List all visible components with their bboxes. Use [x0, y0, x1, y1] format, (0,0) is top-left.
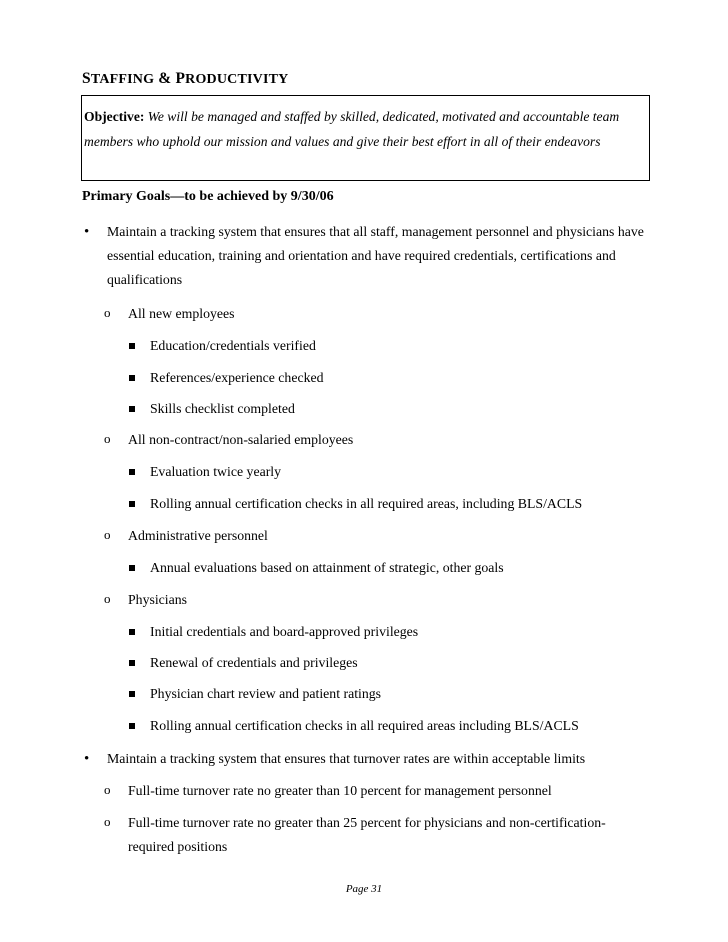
list-item-text: Renewal of credentials and privileges [150, 655, 358, 670]
list-item-text: Physician chart review and patient ratings [150, 686, 382, 701]
goal-2-text: Maintain a tracking system that ensures that turnover rates are within acceptable limits [107, 751, 586, 766]
circle-bullet-icon: o [104, 814, 111, 829]
circle-bullet-icon: o [104, 431, 111, 446]
circle-bullet-icon: o [104, 305, 111, 320]
square-bullet-icon [129, 469, 135, 475]
heading-initial-s: S [82, 70, 91, 87]
objective-text: We will be managed and staffed by skilled, dedicated, motivated and accountable team members who uphold our mission and values and give their best effort in all of their endeavors [84, 109, 620, 149]
square-bullet-icon [129, 343, 135, 349]
group-label: All non-contract/non-salaried employees [128, 432, 354, 447]
group-label: Administrative personnel [128, 528, 268, 543]
goal-1-text: Maintain a tracking system that ensures that all staff, management personnel and physicians have essential education, training and orientation and have required credentials, certifications and qualifications [107, 224, 644, 287]
page-number: Page 31 [345, 883, 383, 895]
list-item-text: Annual evaluations based on attainment of strategic, other goals [150, 560, 504, 575]
objective-box [81, 95, 650, 181]
heading-ampersand: & [154, 70, 176, 87]
section-heading [82, 70, 288, 88]
square-bullet-icon [129, 660, 135, 666]
list-item-text: Evaluation twice yearly [150, 464, 282, 479]
square-bullet-icon [129, 501, 135, 507]
bullet-icon: • [84, 224, 90, 240]
square-bullet-icon [129, 565, 135, 571]
square-bullet-icon [129, 406, 135, 412]
circle-bullet-icon: o [104, 782, 111, 797]
list-item-text: Skills checklist completed [150, 401, 295, 416]
circle-bullet-icon: o [104, 591, 111, 606]
square-bullet-icon [129, 691, 135, 697]
objective-label: Objective: [84, 109, 145, 124]
list-item-text: Full-time turnover rate no greater than 10 percent for management personnel [128, 783, 552, 798]
list-item-text: Rolling annual certification checks in all required areas, including BLS/ACLS [150, 496, 583, 511]
square-bullet-icon [129, 723, 135, 729]
square-bullet-icon [129, 375, 135, 381]
bullet-icon: • [84, 751, 90, 767]
goals-title: Primary Goals—to be achieved by 9/30/06 [82, 189, 334, 204]
group-label: Physicians [128, 592, 188, 607]
list-item-text: Education/credentials verified [150, 338, 316, 353]
square-bullet-icon [129, 629, 135, 635]
heading-part-productivity: RODUCTIVITY [185, 72, 289, 87]
heading-part-staffing: TAFFING [90, 72, 155, 87]
circle-bullet-icon: o [104, 527, 111, 542]
heading-initial-p: P [175, 70, 186, 87]
list-item-text: Rolling annual certification checks in all required areas including BLS/ACLS [150, 718, 579, 733]
list-item-text: Initial credentials and board-approved privileges [150, 624, 419, 639]
group-label: All new employees [128, 306, 235, 321]
list-item-text: References/experience checked [150, 370, 324, 385]
list-item-text: Full-time turnover rate no greater than 25 percent for physicians and non-certification-required positions [128, 815, 606, 854]
